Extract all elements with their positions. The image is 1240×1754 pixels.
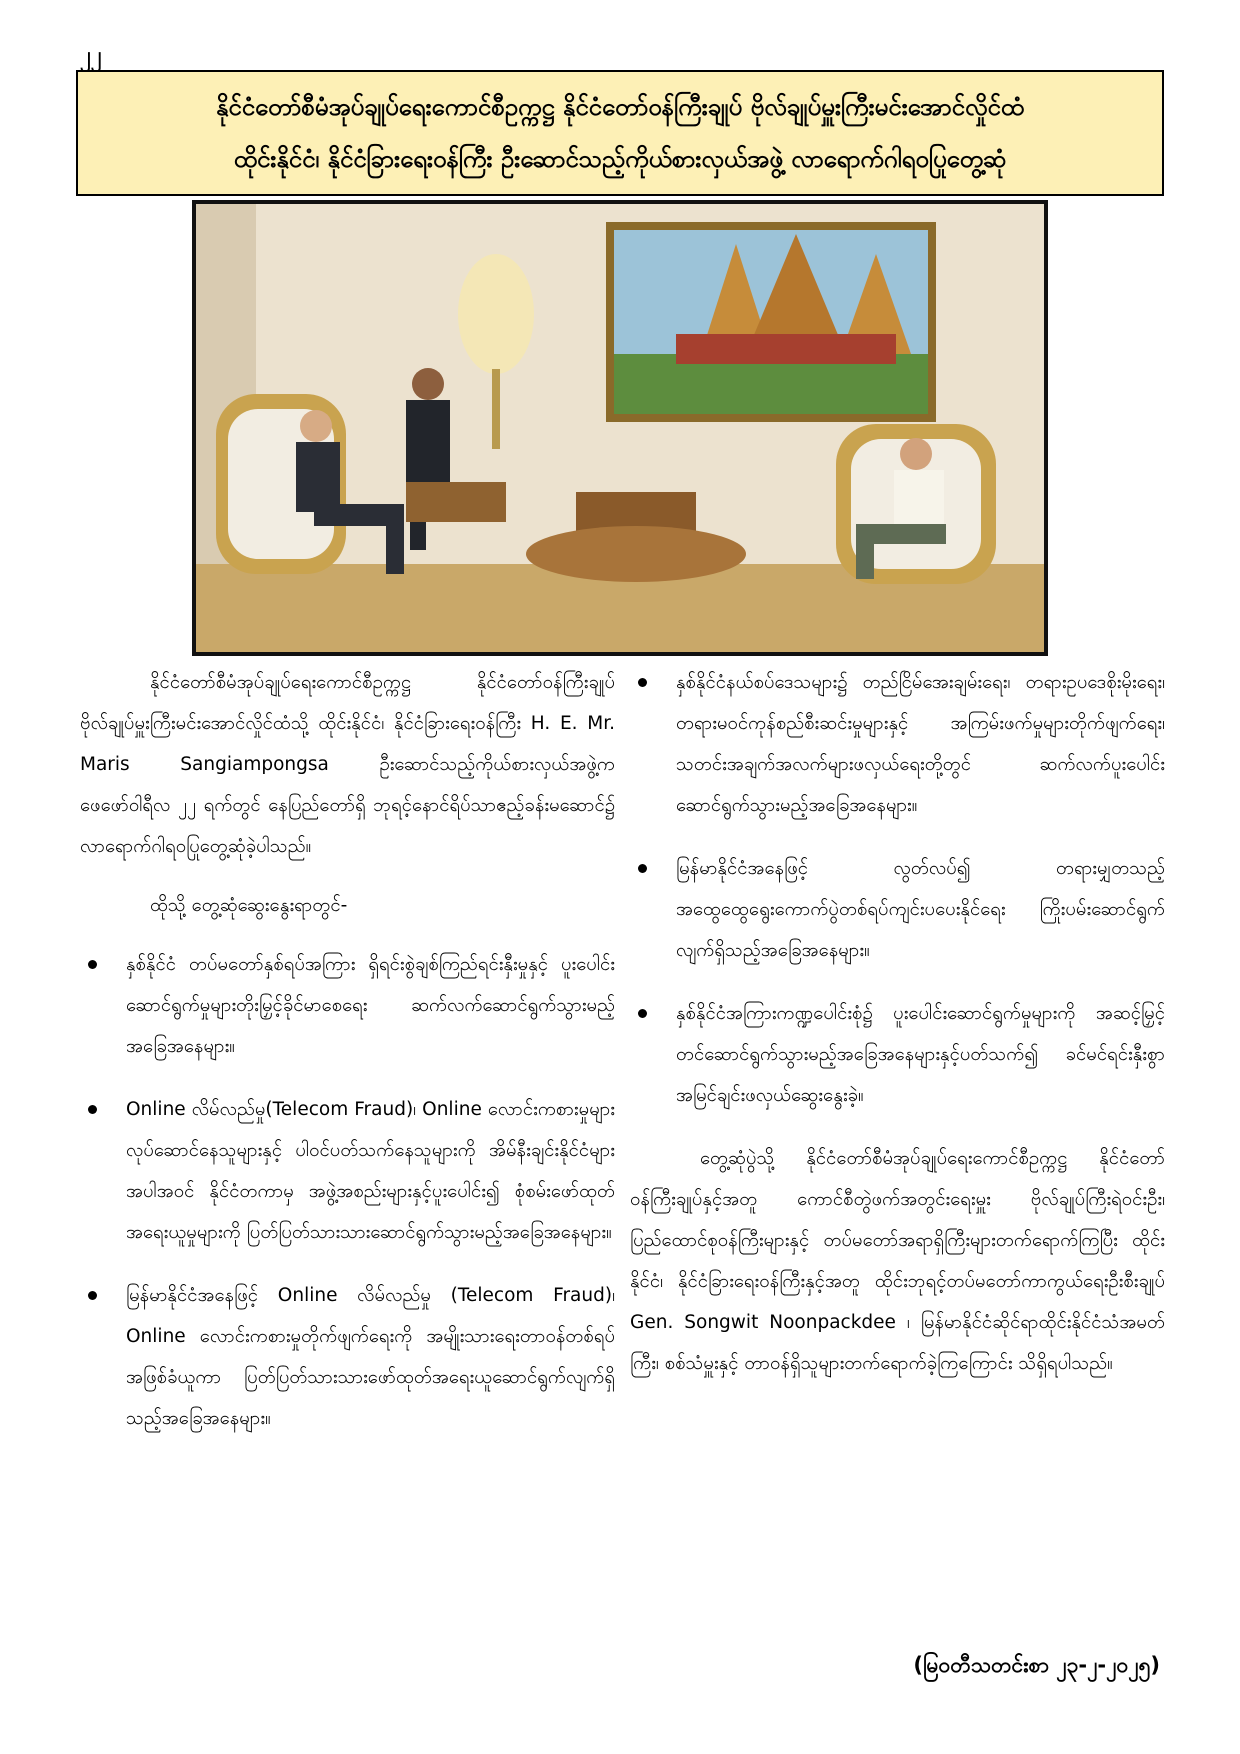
list-item	[80, 1089, 615, 1253]
list-item	[80, 1275, 615, 1439]
list-item-text: နှစ်နိုင်ငံ တပ်မတော်နှစ်ရပ်အကြား ရှိရင်းစွဲချစ်ကြည်ရင်းနှီးမှုနှင့် ပူးပေါင်းဆောင်ရွက်မှုများတိုးမြှင့်ခိုင်မာစေရေး ဆက်လက်ဆောင်ရွက်သွားမည့်အခြေအနေများ။	[126, 954, 615, 1057]
list-item-text: နှစ်နိုင်ငံအကြားကဏ္ဍပေါင်းစုံ၌ ပူးပေါင်းဆောင်ရွက်မှုများကို အဆင့်မြှင့်တင်ဆောင်ရွက်သွားမည့်အခြေအနေများနှင့်ပတ်သက်၍ ခင်မင်ရင်းနှီးစွာအမြင်ချင်းဖလှယ်ဆွေးနွေးခဲ့။	[676, 1003, 1165, 1106]
left-bullet-list	[80, 944, 615, 1439]
list-item-text: Online လိမ်လည်မှု(Telecom Fraud)၊ Online လောင်းကစားမှုများလုပ်ဆောင်နေသူများနှင့် ပါဝင်ပတ်သက်နေသူများကို အိမ်နီးချင်းနိုင်ငံများအပါအဝင် နိုင်ငံတကာမှ အဖွဲ့အစည်းများနှင့်ပူးပေါင်း၍ စုံစမ်းဖော်ထုတ်အရေးယူမှုများကို ပြတ်ပြတ်သားသားဆောင်ရွက်သွားမည့်အခြေအနေများ။	[126, 1099, 615, 1243]
headline-line-2: ထိုင်းနိုင်ငံ၊ နိုင်ငံခြားရေးဝန်ကြီး ဦးဆောင်သည့်ကိုယ်စားလှယ်အဖွဲ့ လာရောက်ဂါရဝပြုတွေ့ဆုံ	[233, 145, 1007, 173]
bullet-icon	[88, 1291, 97, 1300]
list-item	[630, 848, 1165, 971]
list-item-text: မြန်မာနိုင်ငံအနေဖြင့် လွတ်လပ်၍ တရားမျှတသည့် အထွေထွေရွေးကောက်ပွဲတစ်ရပ်ကျင်းပပေးနိုင်ရေး ကြိုးပမ်းဆောင်ရွက်လျက်ရှိသည့်အခြေအနေများ။	[676, 858, 1165, 961]
bullet-icon	[88, 960, 97, 969]
intro-paragraph: နိုင်ငံတော်စီမံအုပ်ချုပ်ရေးကောင်စီဥက္ကဋ္ဌ နိုင်ငံတော်ဝန်ကြီးချုပ် ဗိုလ်ချုပ်မှူးကြီးမင်းအောင်လှိုင်ထံသို့ ထိုင်းနိုင်ငံ၊ နိုင်ငံခြားရေးဝန်ကြီး H. E. Mr. Maris Sangiampongsa ဦးဆောင်သည့်ကိုယ်စားလှယ်အဖွဲ့က ဖေဖော်ဝါရီလ ၂၂ ရက်တွင် နေပြည်တော်ရှိ ဘုရင့်နောင်ရိပ်သာဧည့်ခန်းမဆောင်၌ လာရောက်ဂါရဝပြုတွေ့ဆုံခဲ့ပါသည်။	[80, 672, 615, 857]
list-item-text: မြန်မာနိုင်ငံအနေဖြင့် Online လိမ်လည်မှု (Telecom Fraud)၊ Online လောင်းကစားမှုတိုက်ဖျက်ရေးကို အမျိုးသားရေးတာဝန်တစ်ရပ်အဖြစ်ခံယူကာ ပြတ်ပြတ်သားသားဖော်ထုတ်အရေးယူဆောင်ရွက်လျက်ရှိသည့်အခြေအနေများ။	[126, 1285, 615, 1429]
bullet-icon	[638, 1009, 647, 1018]
headline-line-1: နိုင်ငံတော်စီမံအုပ်ချုပ်ရေးကောင်စီဥက္ကဋ္ဌ နိုင်ငံတော်ဝန်ကြီးချုပ် ဗိုလ်ချုပ်မှူးကြီးမင်းအောင်လှိုင်ထံ	[215, 93, 1024, 121]
discussion-lead: ထိုသို့ တွေ့ဆုံဆွေးနွေးရာတွင်-	[150, 895, 348, 916]
bullet-icon	[638, 864, 647, 873]
list-item	[630, 993, 1165, 1116]
headline-box	[76, 70, 1164, 196]
bullet-icon	[88, 1105, 97, 1114]
source-citation: (မြဝတီသတင်းစာ ၂၃-၂-၂၀၂၅)	[913, 1653, 1160, 1677]
closing-paragraph: တွေ့ဆုံပွဲသို့ နိုင်ငံတော်စီမံအုပ်ချုပ်ရေးကောင်စီဥက္ကဋ္ဌ နိုင်ငံတော်ဝန်ကြီးချုပ်နှင့်အတူ ကောင်စီတွဲဖက်အတွင်းရေးမှူး ဗိုလ်ချုပ်ကြီးရဲဝင်းဦး၊ ပြည်ထောင်စုဝန်ကြီးများနှင့် တပ်မတော်အရာရှိကြီးများတက်ရောက်ကြပြီး ထိုင်းနိုင်ငံ၊ နိုင်ငံခြားရေးဝန်ကြီးနှင့်အတူ ထိုင်းဘုရင့်တပ်မတော်ကာကွယ်ရေးဦးစီးချုပ် Gen. Songwit Noonpackdee ၊ မြန်မာနိုင်ငံဆိုင်ရာထိုင်းနိုင်ငံသံအမတ်ကြီး၊ စစ်သံမှူးနှင့် တာဝန်ရှိသူများတက်ရောက်ခဲ့ကြကြောင်း သိရှိရပါသည်။	[630, 1148, 1165, 1374]
bullet-icon	[638, 678, 647, 687]
meeting-photo-illustration	[196, 204, 1044, 652]
left-column	[80, 662, 615, 1461]
page-number: ၂၂	[80, 43, 102, 68]
list-item	[80, 944, 615, 1067]
right-bullet-list	[630, 662, 1165, 1116]
list-item-text: နှစ်နိုင်ငံနယ်စပ်ဒေသများ၌ တည်ငြိမ်အေးချမ်းရေး၊ တရားဥပဒေစိုးမိုးရေး၊ တရားမဝင်ကုန်စည်စီးဆင်းမှုများနှင့် အကြမ်းဖက်မှုများတိုက်ဖျက်ရေး၊ သတင်းအချက်အလက်များဖလှယ်ရေးတို့တွင် ဆက်လက်ပူးပေါင်းဆောင်ရွက်သွားမည့်အခြေအနေများ။	[676, 672, 1165, 816]
right-column	[630, 662, 1165, 1402]
meeting-photo	[192, 200, 1048, 656]
list-item	[630, 662, 1165, 826]
